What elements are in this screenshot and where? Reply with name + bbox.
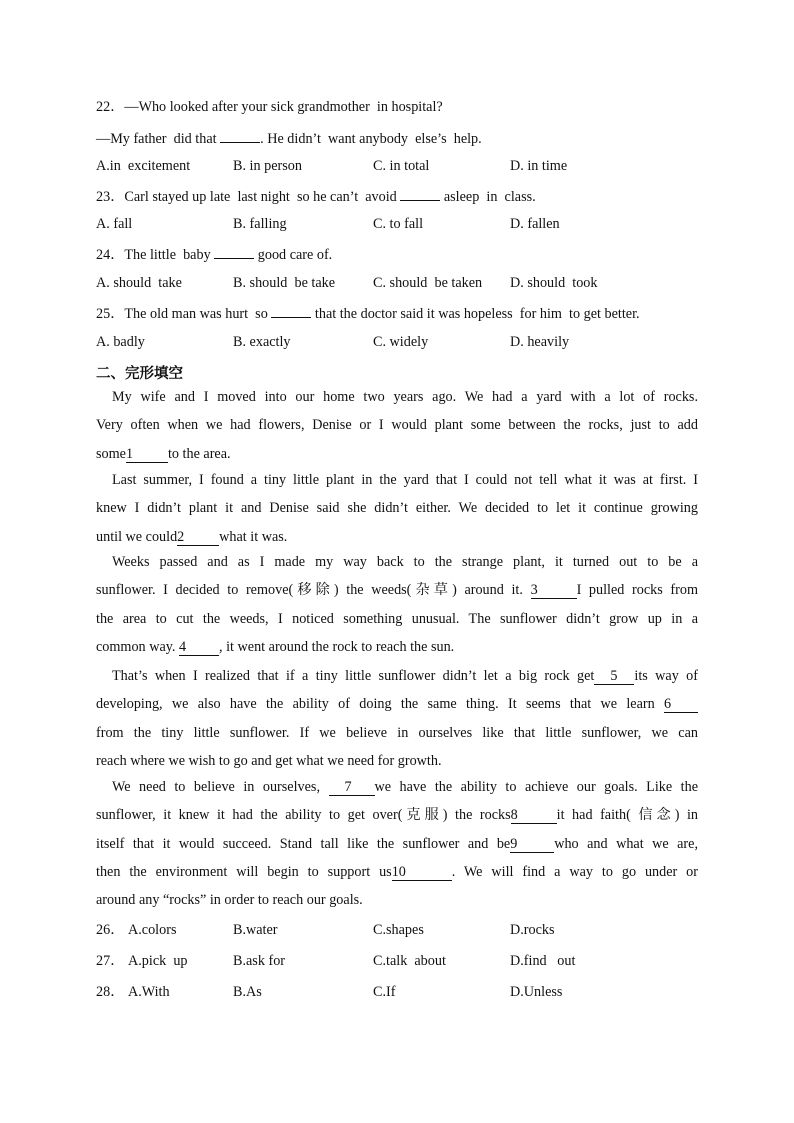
passage-line: knew I didn’t plant it and Denise said she didn’t either. We decided to let it continue growing — [96, 500, 698, 517]
q24-option-b: B. should be take — [233, 275, 336, 291]
question-23: 23．Carl stayed up late last night so he can’t avoid asleep in class. — [96, 186, 536, 206]
passage-line: We need to believe in ourselves, 7 we have the ability to achieve our goals. Like the — [112, 779, 698, 795]
q24-option-a: A. should take — [96, 275, 182, 291]
blank-10: 10 — [392, 864, 452, 881]
blank-6: 6 — [664, 696, 698, 713]
q27-number: 27． — [96, 953, 125, 969]
blank-2: 2 — [177, 529, 219, 546]
answer-blank — [214, 244, 254, 259]
question-24: 24．The little baby good care of. — [96, 244, 332, 264]
q27-option-d: D.find out — [510, 953, 576, 969]
passage-line: Last summer, I found a tiny little plant in the yard that I could not tell what it was at first. I — [112, 472, 698, 488]
blank-1: 1 — [126, 446, 168, 463]
q22-option-a: A.in excitement — [96, 158, 191, 174]
passage-line: Very often when we had flowers, Denise or I would plant some between the rocks, just to add — [96, 417, 698, 434]
passage-line: the area to cut the weeds, I noticed something unusual. The sunflower didn’t grow up in a — [96, 610, 698, 627]
q26-option-a: A.colors — [128, 922, 177, 938]
q24-option-c: C. should be taken — [373, 275, 483, 291]
q23-option-c: C. to fall — [373, 216, 424, 232]
question-25: 25．The old man was hurt so that the doctor said it was hopeless for him to get better. — [96, 303, 640, 323]
cloze-paragraph-1 — [96, 388, 698, 473]
q27-option-b: B.ask for — [233, 953, 286, 969]
q25-option-d: D. heavily — [510, 334, 570, 350]
q25-option-a: A. badly — [96, 334, 145, 350]
q22-option-d: D. in time — [510, 158, 568, 174]
q28-option-c: C.If — [373, 984, 396, 1000]
q22-option-c: C. in total — [373, 158, 430, 174]
q28-option-a: A.With — [128, 984, 170, 1000]
blank-3: 3 — [531, 582, 577, 599]
answer-blank — [220, 128, 260, 143]
blank-9: 9 — [510, 836, 554, 853]
cloze-paragraph-4 — [96, 667, 698, 780]
q22-option-b: B. in person — [233, 158, 302, 174]
q26-option-c: C.shapes — [373, 922, 424, 938]
q25-option-b: B. exactly — [233, 334, 291, 350]
passage-line: around any “rocks” in order to reach our goals. — [96, 892, 363, 909]
q26-option-b: B.water — [233, 922, 278, 938]
blank-8: 8 — [511, 807, 557, 824]
answer-blank — [400, 186, 440, 201]
cloze-paragraph-2 — [96, 471, 698, 556]
passage-line: common way. 4 , it went around the rock to reach the sun. — [96, 638, 455, 655]
blank-4: 4 — [179, 639, 219, 656]
passage-line: from the tiny little sunflower. If we believe in ourselves like that little sunflower, we can — [96, 724, 698, 741]
passage-line: Weeks passed and as I made my way back to the strange plant, it turned out to be a — [112, 554, 698, 570]
passage-line: That’s when I realized that if a tiny little sunflower didn’t let a big rock get 5 its way of — [112, 668, 698, 684]
passage-line: until we could2 what it was. — [96, 528, 288, 545]
passage-line: My wife and I moved into our home two years ago. We had a yard with a lot of rocks. — [112, 389, 698, 405]
q24-option-d: D. should took — [510, 275, 598, 291]
passage-line: some1 to the area. — [96, 445, 231, 462]
q23-option-d: D. fallen — [510, 216, 560, 232]
passage-line: sunflower. I decided to remove(移除) the weeds(杂草) around it. 3 I pulled rocks from — [96, 582, 698, 599]
q26-number: 26． — [96, 922, 125, 938]
passage-line: sunflower, it knew it had the ability to get over(克服) the rocks8 it had faith( 信念) in — [96, 807, 698, 824]
blank-5: 5 — [594, 668, 634, 685]
q25-option-c: C. widely — [373, 334, 429, 350]
cloze-paragraph-5 — [96, 778, 698, 919]
passage-line: then the environment will begin to support us10 . We will find a way to go under or — [96, 863, 698, 880]
q23-option-a: A. fall — [96, 216, 133, 232]
passage-line: reach where we wish to go and get what we need for growth. — [96, 752, 442, 769]
q28-option-d: D.Unless — [510, 984, 563, 1000]
blank-7: 7 — [329, 779, 375, 796]
q26-option-d: D.rocks — [510, 922, 555, 938]
passage-line: developing, we also have the ability of doing the same thing. It seems that we learn 6 — [96, 695, 698, 723]
q27-option-a: A.pick up — [128, 953, 188, 969]
q27-option-c: C.talk about — [373, 953, 446, 969]
passage-line: itself that it would succeed. Stand tall like the sunflower and be9 who and what we are, — [96, 835, 698, 852]
cloze-paragraph-3 — [96, 553, 698, 666]
question-22-line-1: 22．―Who looked after your sick grandmother in hospital? — [96, 99, 443, 115]
answer-blank — [271, 303, 311, 318]
q23-option-b: B. falling — [233, 216, 287, 232]
section-title: 二、完形填空 — [96, 366, 183, 382]
q28-option-b: B.As — [233, 984, 262, 1000]
q28-number: 28． — [96, 984, 125, 1000]
question-22-line-2: ―My father did that . He didn’t want anybody else’s help. — [96, 128, 482, 148]
